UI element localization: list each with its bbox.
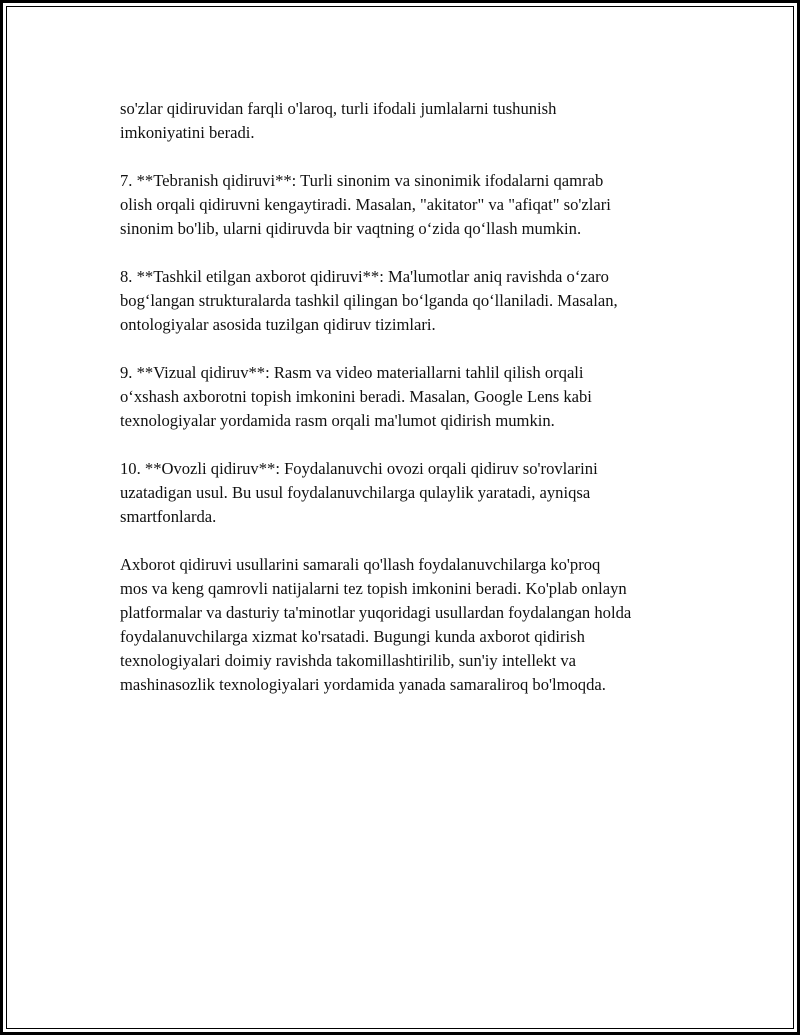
paragraph-conclusion: Axborot qidiruvi usullarini samarali qo'llash foydalanuvchilarga ko'proq mos va keng qamrovli natijalarni tez topish imkonini beradi. Ko'plab onlayn platformalar va dasturiy ta'minotlar yuqoridagi usullardan foydalangan holda foydalanuvchilarga xizmat ko'rsatadi. Bugungi kunda axborot qidirish texnologiyalari doimiy ravishda takomillashtirilib, sun'iy intellekt va mashinasozlik texnologiyalari yordamida yanada samaraliroq bo'lmoqda. bbox=[120, 555, 632, 694]
document-body bbox=[120, 97, 710, 721]
paragraph-intro-continuation: so'zlar qidiruvidan farqli o'laroq, turli ifodali jumlalarni tushunish imkoniyatini beradi. bbox=[120, 99, 557, 142]
paragraph-item-7: 7. **Tebranish qidiruvi**: Turli sinonim va sinonimik ifodalarni qamrab olish orqali qidiruvni kengaytiradi. Masalan, "akitator" va "afiqat" so'zlari sinonim bo'lib, ularni qidiruvda bir vaqtning o‘zida qo‘llash mumkin. bbox=[120, 171, 611, 238]
paragraph-item-10: 10. **Ovozli qidiruv**: Foydalanuvchi ovozi orqali qidiruv so'rovlarini uzatadigan usul. Bu usul foydalanuvchilarga qulaylik yaratadi, ayniqsa smartfonlarda. bbox=[120, 459, 598, 526]
paragraph-item-9: 9. **Vizual qidiruv**: Rasm va video materiallarni tahlil qilish orqali o‘xshash axborotni topish imkonini beradi. Masalan, Google Lens kabi texnologiyalar yordamida rasm orqali ma'lumot qidirish mumkin. bbox=[120, 363, 592, 430]
paragraph-item-8: 8. **Tashkil etilgan axborot qidiruvi**: Ma'lumotlar aniq ravishda o‘zaro bog‘langan strukturalarda tashkil qilingan bo‘lganda qo‘llaniladi. Masalan, ontologiyalar asosida tuzilgan qidiruv tizimlari. bbox=[120, 267, 618, 334]
